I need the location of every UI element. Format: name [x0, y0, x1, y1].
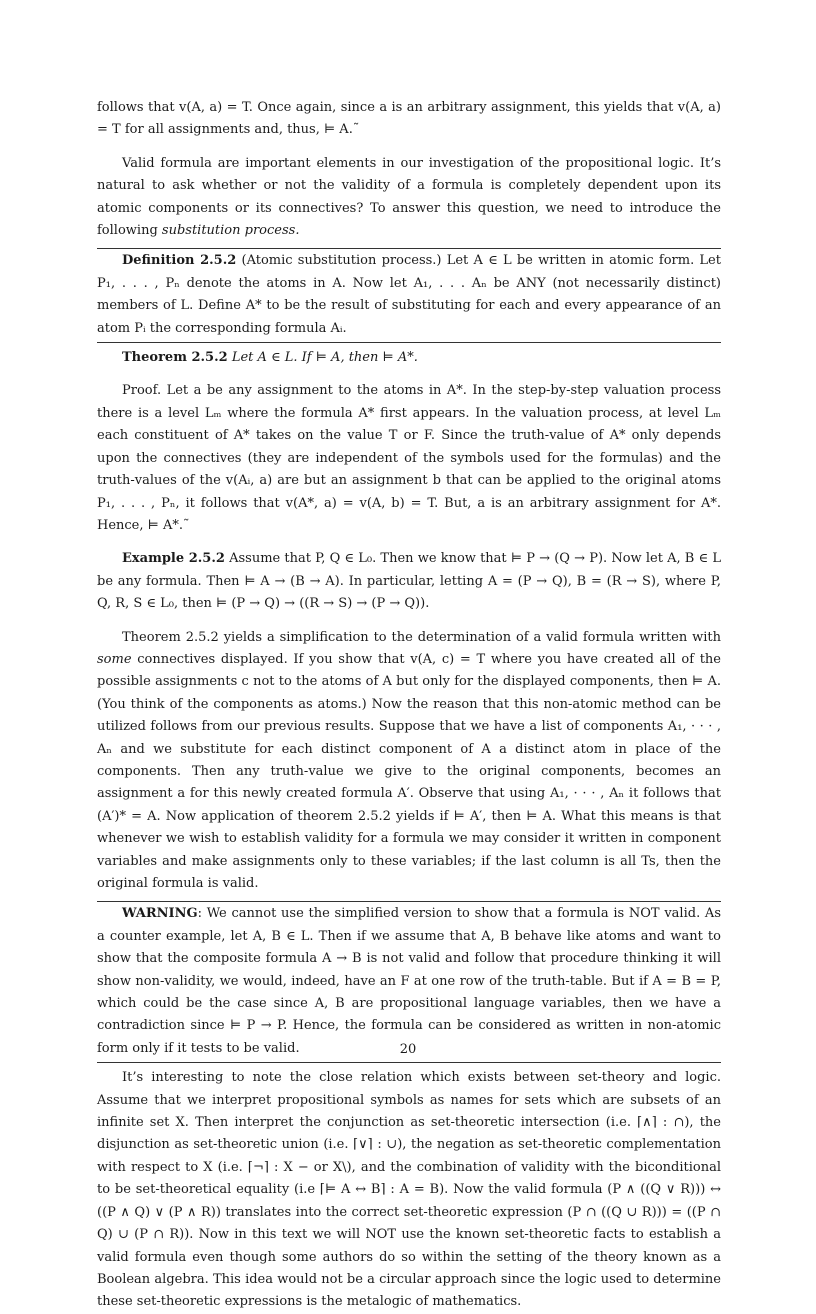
example-text: Assume that P, Q ∈ L₀. Then we know that ⊨ P → (Q → P). Now let A, B ∈ L be any formula. Then ⊨ A → (B → A). In particular, letting A = (P → Q), B = (R → S), where P, Q, R, S ∈ L₀, then ⊨ (P → Q) → ((R → S) → (P → Q)). [97, 551, 721, 612]
example-2-5-2 [97, 548, 721, 615]
theorem-2-5-2 [97, 347, 721, 369]
warning-box [97, 901, 721, 1063]
simplification-text-b: connectives displayed. If you show that v(A, c) = T where you have created all of the possible assignments c not to the atoms of A but only for the displayed components, then ⊨ A. (You think of the components as atoms.) Now the reason that this non-atomic method can be utilized follows from our previous results. Suppose that we have a list of components A₁, · · · , Aₙ and we substitute for each distinct component of A a distinct atom in place of the components. Then any truth-value we give to the original components, becomes an assignment a for this newly created formula A′. Observe that using A₁, · · · , Aₙ it follows that (A′)* = A. Now application of theorem 2.5.2 yields if ⊨ A′, then ⊨ A. What this means is that whenever we wish to establish validity for a formula we may consider it written in component variables and make assignments only to these variables; if the last column is all Ts, then the original formula is valid. [97, 651, 722, 891]
definition-label: Definition 2.5.2 [122, 253, 237, 269]
warning-paragraph [97, 903, 721, 1060]
example-label: Example 2.5.2 [122, 551, 225, 567]
paragraph-simplification [97, 627, 721, 896]
simplification-text-a: Theorem 2.5.2 yields a simplification to the determination of a valid formula written with [122, 629, 721, 645]
warning-label: WARNING [122, 906, 198, 922]
emphasis-substitution-process: substitution process. [161, 223, 300, 239]
proof-paragraph: Proof. Let a be any assignment to the atoms in A*. In the step-by-step valuation process there is a level Lₘ where the formula A* first appears. In the valuation process, at level Lₘ each constituent of A* takes on the value T or F. Since the truth-value of A* only depends upon the connectives (they are independent of the symbols used for the formulas) and the truth-values of the v(Aᵢ, a) are but an assignment b that can be applied to the original atoms P₁, . . . , Pₙ, it follows that v(A*, a) = v(A, b) = T. But, a is an arbitrary assignment for A*. Hence, ⊨ A*.˜ [97, 383, 721, 533]
paragraph-validity-intro [97, 153, 721, 243]
definition-2-5-2 [97, 250, 721, 340]
paragraph-set-theory: It’s interesting to note the close relation which exists between set-theory and logic. Assume that we interpret propositional symbols as names for sets which are subsets of an infinite set X. Then interpret the conjunction as set-theoretic intersection (i.e. ⌈∧⌉ : ∩), the disjunction as set-theoretic union (i.e. ⌈∨⌉ : ∪), the negation as set-theoretic complementation with respect to X (i.e. ⌈¬⌉ : X − or X\), and the combination of validity with the biconditional to be set-theoretical equality (i.e ⌈⊨ A ↔ B⌉ : A = B). Now the valid formula (P ∧ ((Q ∨ R))) ↔ ((P ∧ Q) ∨ (P ∧ R)) translates into the correct set-theoretic expression (P ∩ ((Q ∪ R))) = ((P ∩ Q) ∪ (P ∩ R)). Now in this text we will NOT use the known set-theoretic facts to establish a valid formula even though some authors do so within the setting of the theory known as a Boolean algebra. This idea would not be a circular approach since the logic used to determine these set-theoretic expressions is the metalogic of mathematics. [97, 1070, 721, 1310]
page-body [97, 97, 721, 1314]
page-number: 20 [399, 1042, 417, 1057]
warning-text: : We cannot use the simplified version to show that a formula is NOT valid. As a counter example, let A, B ∈ L. Then if we assume that A, B behave like atoms and want to show that the composite formula A → B is not valid and follow that procedure thinking it will show non-validity, we would, indeed, have an F at one row of the truth-table. But if A = B = P, which could be the case since A, B are propositional language variables, then we have a contradiction since ⊨ P → P. Hence, the formula can be considered as written in non-atomic form only if it tests to be valid. [97, 906, 721, 1056]
paragraph-continuation: follows that v(A, a) = T. Once again, since a is an arbitrary assignment, this yields that v(A, a) = T for all assignments and, thus, ⊨ A.˜ [97, 100, 721, 138]
theorem-label: Theorem 2.5.2 [122, 350, 228, 366]
definition-text: (Atomic substitution process.) Let A ∈ L be written in atomic form. Let P₁, . . . , Pₙ denote the atoms in A. Now let A₁, . . . Aₙ be ANY (not necessarily distinct) members of L. Define A* to be the result of substituting for each and every appearance of an atom Pᵢ the corresponding formula Aᵢ. [97, 253, 721, 336]
definition-box [97, 248, 721, 343]
theorem-text: Let A ∈ L. If ⊨ A, then ⊨ A*. [231, 350, 418, 366]
emphasis-some: some [97, 651, 132, 667]
paragraph-validity-intro-text: Valid formula are important elements in our investigation of the propositional logic. It’s natural to ask whether or not the validity of a formula is completely dependent upon its atomic components or its connectives? To answer this question, we need to introduce the following [97, 155, 721, 239]
